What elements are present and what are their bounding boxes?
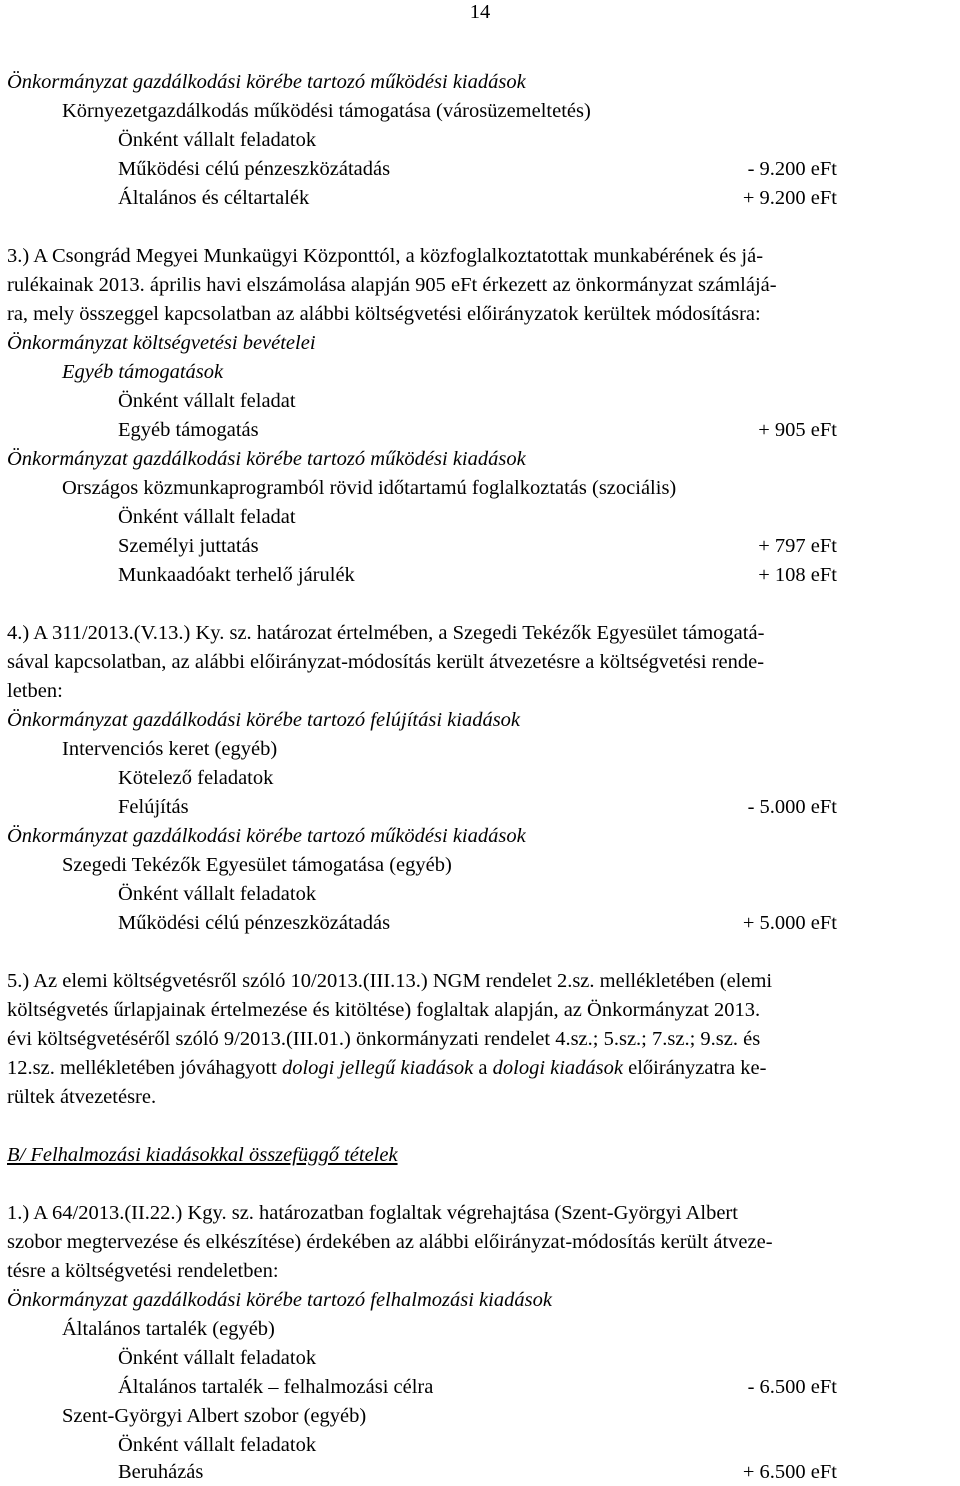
italic-term: dologi kiadások bbox=[492, 1057, 624, 1079]
category-line: Általános tartalék (egyéb) bbox=[62, 1318, 275, 1340]
item-amount: + 9.200 eFt bbox=[742, 187, 837, 209]
section-heading: Önkormányzat gazdálkodási körébe tartozó működési kiadások bbox=[7, 825, 526, 847]
item-amount: + 6.500 eFt bbox=[742, 1461, 837, 1483]
item-label: Működési célú pénzeszközátadás bbox=[118, 912, 391, 934]
paragraph-line: szobor megtervezése és elkészítése) érdekében az alábbi előirányzat-módosítás került átveze- bbox=[7, 1231, 773, 1253]
subcategory-line: Önként vállalt feladatok bbox=[118, 1434, 317, 1456]
subcategory-line: Kötelező feladatok bbox=[118, 767, 274, 789]
paragraph-line: 4.) A 311/2013.(V.13.) Ky. sz. határozat értelmében, a Szegedi Tekézők Egyesület támogatá- bbox=[7, 622, 765, 644]
item-label: Működési célú pénzeszközátadás bbox=[118, 158, 391, 180]
item-amount: + 108 eFt bbox=[758, 564, 837, 586]
text-run: 12.sz. mellékletében jóváhagyott bbox=[7, 1057, 282, 1079]
section-heading: Önkormányzat gazdálkodási körébe tartozó működési kiadások bbox=[7, 71, 526, 93]
item-label: Beruházás bbox=[118, 1461, 204, 1483]
paragraph-line: ra, mely összeggel kapcsolatban az alábbi költségvetési előirányzatok kerültek módosításra: bbox=[7, 303, 761, 325]
text-run: előirányzatra ke- bbox=[623, 1057, 767, 1079]
paragraph-line: költségvetés űrlapjainak értelmezése és kitöltése) foglaltak alapján, az Önkormányzat 2013. bbox=[7, 999, 761, 1021]
paragraph-line: sával kapcsolatban, az alábbi előirányzat-módosítás került átvezetésre a költségvetési rende- bbox=[7, 651, 765, 673]
paragraph-line: rulékainak 2013. április havi elszámolása alapján 905 eFt érkezett az önkormányzat számlájá- bbox=[7, 274, 777, 296]
subcategory-line: Önként vállalt feladatok bbox=[118, 129, 317, 151]
category-line: Egyéb támogatások bbox=[62, 361, 224, 383]
item-amount: + 905 eFt bbox=[758, 419, 837, 441]
subcategory-line: Önként vállalt feladatok bbox=[118, 883, 317, 905]
section-heading: Önkormányzat gazdálkodási körébe tartozó felhalmozási kiadások bbox=[7, 1289, 552, 1311]
paragraph-line: 5.) Az elemi költségvetésről szóló 10/2013.(III.13.) NGM rendelet 2.sz. mellékletében (elemi bbox=[7, 970, 773, 992]
item-label: Egyéb támogatás bbox=[118, 419, 259, 441]
paragraph-line: letben: bbox=[7, 680, 63, 702]
item-label: Általános tartalék – felhalmozási célra bbox=[118, 1376, 434, 1398]
section-heading: Önkormányzat gazdálkodási körébe tartozó felújítási kiadások bbox=[7, 709, 521, 731]
category-line: Szent-Györgyi Albert szobor (egyéb) bbox=[62, 1405, 367, 1427]
item-amount: + 797 eFt bbox=[758, 535, 837, 557]
paragraph-line bbox=[7, 1054, 766, 1082]
item-label: Általános és céltartalék bbox=[118, 187, 310, 209]
paragraph-line: 1.) A 64/2013.(II.22.) Kgy. sz. határozatban foglaltak végrehajtása (Szent-Györgyi Albert bbox=[7, 1202, 738, 1224]
paragraph-line: tésre a költségvetési rendeletben: bbox=[7, 1260, 279, 1282]
item-amount: - 5.000 eFt bbox=[747, 796, 837, 818]
category-line: Környezetgazdálkodás működési támogatása (városüzemeltetés) bbox=[62, 100, 591, 122]
italic-term: dologi jellegű kiadások bbox=[281, 1057, 474, 1079]
section-heading: Önkormányzat gazdálkodási körébe tartozó működési kiadások bbox=[7, 448, 526, 470]
item-label: Munkaadóakt terhelő járulék bbox=[118, 564, 355, 586]
subcategory-line: Önként vállalt feladat bbox=[118, 390, 296, 412]
paragraph-line: rültek átvezetésre. bbox=[7, 1086, 157, 1108]
page-number: 14 bbox=[469, 1, 491, 23]
item-label: Személyi juttatás bbox=[118, 535, 259, 557]
section-title: B/ Felhalmozási kiadásokkal összefüggő tételek bbox=[7, 1144, 398, 1166]
subcategory-line: Önként vállalt feladat bbox=[118, 506, 296, 528]
section-heading: Önkormányzat költségvetési bevételei bbox=[7, 332, 316, 354]
category-line: Országos közmunkaprogramból rövid időtartamú foglalkoztatás (szociális) bbox=[62, 477, 677, 499]
paragraph-line: évi költségvetéséről szóló 9/2013.(III.01.) önkormányzati rendelet 4.sz.; 5.sz.; 7.sz.; 9.sz. és bbox=[7, 1028, 761, 1050]
text-run: a bbox=[473, 1057, 493, 1079]
item-amount: - 6.500 eFt bbox=[747, 1376, 837, 1398]
item-label: Felújítás bbox=[118, 796, 189, 818]
item-amount: + 5.000 eFt bbox=[742, 912, 837, 934]
subcategory-line: Önként vállalt feladatok bbox=[118, 1347, 317, 1369]
paragraph-line: 3.) A Csongrád Megyei Munkaügyi Központtól, a közfoglalkoztatottak munkabérének és já- bbox=[7, 245, 764, 267]
item-amount: - 9.200 eFt bbox=[747, 158, 837, 180]
category-line: Intervenciós keret (egyéb) bbox=[62, 738, 278, 760]
category-line: Szegedi Tekézők Egyesület támogatása (egyéb) bbox=[62, 854, 452, 876]
